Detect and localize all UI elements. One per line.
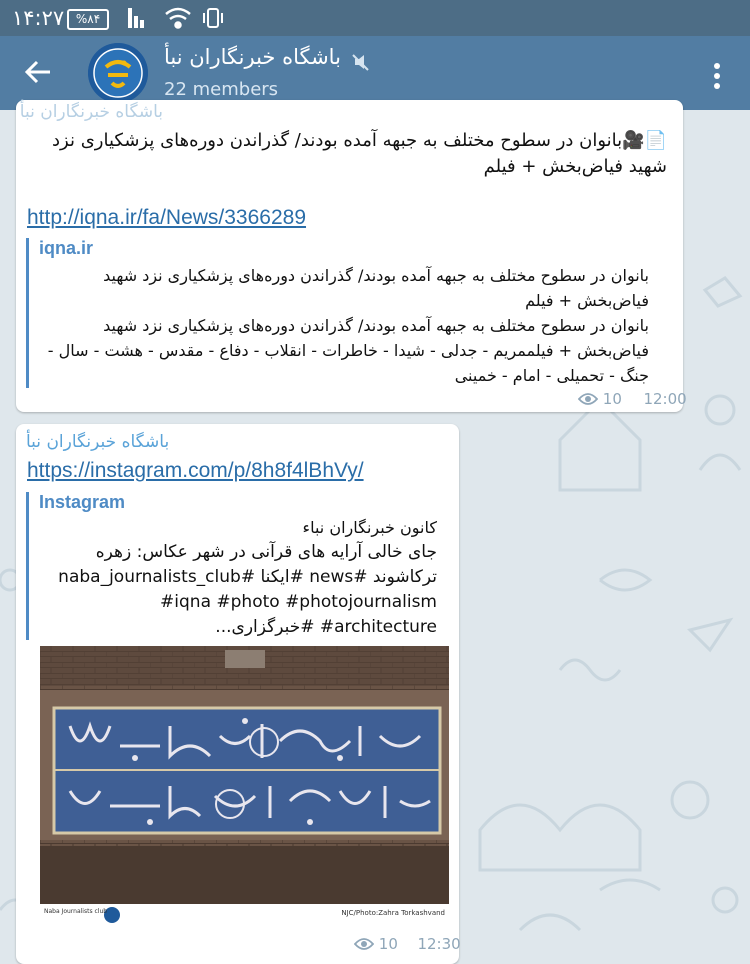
message-link[interactable]: http://iqna.ir/fa/News/3366289: [27, 206, 307, 229]
preview-description: جای خالی آرایه های قرآنی در شهر عکاس: زهره ترکاشوند #news #ایکنا #naba_journalists_club #iqna #photo #photojournalism #architecture #خبرگزاری...: [58, 542, 437, 637]
mute-icon: [352, 53, 370, 71]
preview-site: iqna.ir: [39, 238, 94, 258]
message-sender: باشگاه خبرنگاران نبأ: [19, 102, 163, 122]
message-sender: باشگاه خبرنگاران نبأ: [26, 432, 170, 452]
message-time: 12:30: [417, 935, 461, 953]
message-text: 📄🎥بانوان در سطوح مختلف به جبهه آمده بودند/ گذراندن دوره‌های پزشکیاری نزد شهید فیاض‌بخش + فیلم: [52, 130, 667, 177]
message-link[interactable]: https://instagram.com/p/8h8f4lBhVy/: [27, 459, 364, 482]
preview-photo[interactable]: [40, 646, 449, 924]
channel-avatar[interactable]: [88, 43, 148, 103]
preview-description: بانوان در سطوح مختلف به جبهه آمده بودند/ گذراندن دوره‌های پزشکیاری نزد شهید فیاض‌بخش + فیلممریم - جدلی - شیدا - خاطرات - انقلاب - دفاع - مقدس - هشت - سال - جنگ - تحمیلی - امام - خمینی: [47, 316, 649, 385]
message-bubble[interactable]: [16, 100, 687, 412]
preview-title: کانون خبرنگاران نباء: [302, 518, 437, 537]
naba-logo-icon: [88, 43, 148, 103]
wifi-icon: [166, 9, 190, 28]
preview-title: بانوان در سطوح مختلف به جبهه آمده بودند/ گذراندن دوره‌های پزشکیاری نزد شهید فیاض‌بخش + فیلم: [103, 266, 649, 310]
views-eye-icon: [354, 938, 374, 950]
status-time: ۱۴:۲۷: [12, 6, 65, 30]
photo-credit-right: NJC/Photo:Zahra Torkashvand: [341, 909, 445, 917]
more-options-icon[interactable]: [712, 63, 722, 89]
link-preview[interactable]: [26, 492, 447, 640]
status-bar: [0, 0, 750, 36]
chat-title[interactable]: باشگاه خبرنگاران نبأ: [164, 45, 341, 69]
link-preview[interactable]: [26, 238, 674, 388]
view-count: 10: [602, 390, 622, 408]
message-time: 12:00: [643, 390, 687, 408]
battery-icon: %۸۴: [67, 9, 109, 30]
message-meta: [354, 935, 461, 953]
signal-icon: [128, 8, 144, 28]
back-arrow-icon[interactable]: [22, 56, 54, 88]
views-eye-icon: [578, 393, 598, 405]
vibrate-icon: [204, 9, 222, 27]
chat-header: [0, 36, 750, 110]
view-count: 10: [378, 935, 398, 953]
photo-credit-left: Naba Journalists club: [44, 908, 108, 915]
preview-site: Instagram: [39, 492, 126, 512]
member-count: 22 members: [164, 79, 279, 100]
message-meta: [578, 390, 687, 408]
tile-inscription-image: [40, 646, 449, 924]
status-icons: [124, 4, 234, 32]
